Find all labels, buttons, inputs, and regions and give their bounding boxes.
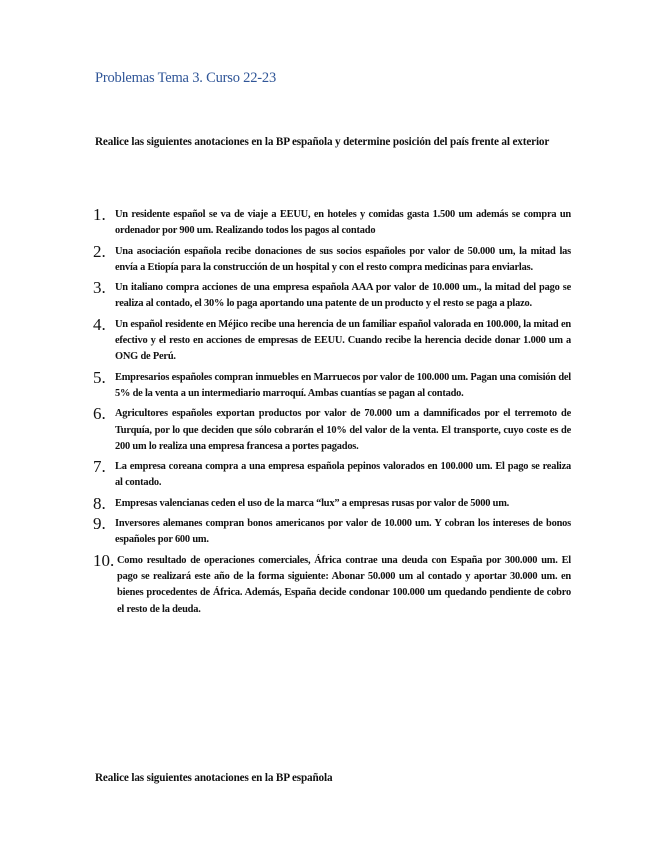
problem-number: 4. — [93, 314, 106, 334]
problem-item — [93, 514, 571, 549]
problem-number: 7. — [93, 457, 106, 477]
problem-text: Empresarios españoles compran inmuebles en Marruecos por valor de 100.000 um. Pagan una comisión del 5% de la venta a un intermediario marroquí. Ambas cuantías se pagan al contado. — [115, 371, 571, 399]
problem-text: Agricultores españoles exportan productos por valor de 70.000 um a damnificados por el terremoto de Turquía, por lo que deciden que sólo cobrarán el 10% del valor de la venta. El transporte, cuyo coste es de 200 um lo realiza una empresa francesa a portes pagados. — [115, 408, 571, 452]
problem-text: Un italiano compra acciones de una empresa española AAA por valor de 10.000 um., la mitad del pago se realiza al contado, el 30% lo paga aportando una patente de un producto y el resto se paga a plazo. — [115, 282, 571, 310]
problem-item — [93, 551, 571, 618]
problem-item — [93, 205, 571, 240]
problem-text: Como resultado de operaciones comerciales, África contrae una deuda con España por 300.000 um. El pago se realizará este año de la forma siguiente: Abonar 50.000 um al contado y aportar 30.000 um. en bienes procedentes de África. Además, España decide condonar 100.000 um quedando pendiente de cobro el resto de la deuda. — [117, 554, 571, 615]
problem-text: Una asociación española recibe donaciones de sus socios españoles por valor de 50.000 um, la mitad las envía a Etiopía para la construcción de un hospital y con el resto compra medicinas para enviarlas. — [115, 245, 571, 273]
problem-text: Empresas valencianas ceden el uso de la marca “lux” a empresas rusas por valor de 5000 um. — [115, 497, 510, 509]
problem-list — [93, 205, 571, 620]
problem-number: 8. — [93, 493, 106, 513]
problem-number: 6. — [93, 404, 106, 424]
problem-text: Un español residente en Méjico recibe una herencia de un familiar español valorada en 100.000, la mitad en efectivo y el resto en acciones de empresas de EEUU. Cuando recibe la herencia decide donar 1.000 um a ONG de Perú. — [115, 318, 571, 363]
problem-text: La empresa coreana compra a una empresa española pepinos valorados en 100.000 um. El pago se realiza al contado. — [115, 461, 571, 489]
problem-text: Un residente español se va de viaje a EEUU, en hoteles y comidas gasta 1.500 um además se compra un ordenador por 900 um. Realizando todos los pagos al contado — [115, 209, 571, 237]
document-title: Problemas Tema 3. Curso 22-23 — [95, 70, 276, 86]
problem-number: 1. — [93, 205, 106, 224]
problem-text: Inversores alemanes compran bonos americanos por valor de 10.000 um. Y cobran los intereses de bonos españoles por 600 um. — [115, 518, 571, 546]
intro-paragraph: Realice las siguientes anotaciones en la BP española y determine posición del país frente al exterior — [95, 136, 550, 148]
problem-item — [93, 494, 571, 512]
problem-number: 2. — [93, 241, 106, 261]
problem-number: 10. — [93, 550, 115, 570]
problem-item — [93, 315, 571, 366]
footer-paragraph: Realice las siguientes anotaciones en la BP española — [95, 772, 333, 784]
problem-item — [93, 368, 571, 403]
problem-item — [93, 242, 571, 277]
problem-item — [93, 457, 571, 492]
problem-item — [93, 278, 571, 313]
problem-number: 3. — [93, 278, 106, 298]
problem-number: 5. — [93, 367, 106, 387]
problem-number: 9. — [93, 514, 106, 534]
problem-item — [93, 404, 571, 455]
